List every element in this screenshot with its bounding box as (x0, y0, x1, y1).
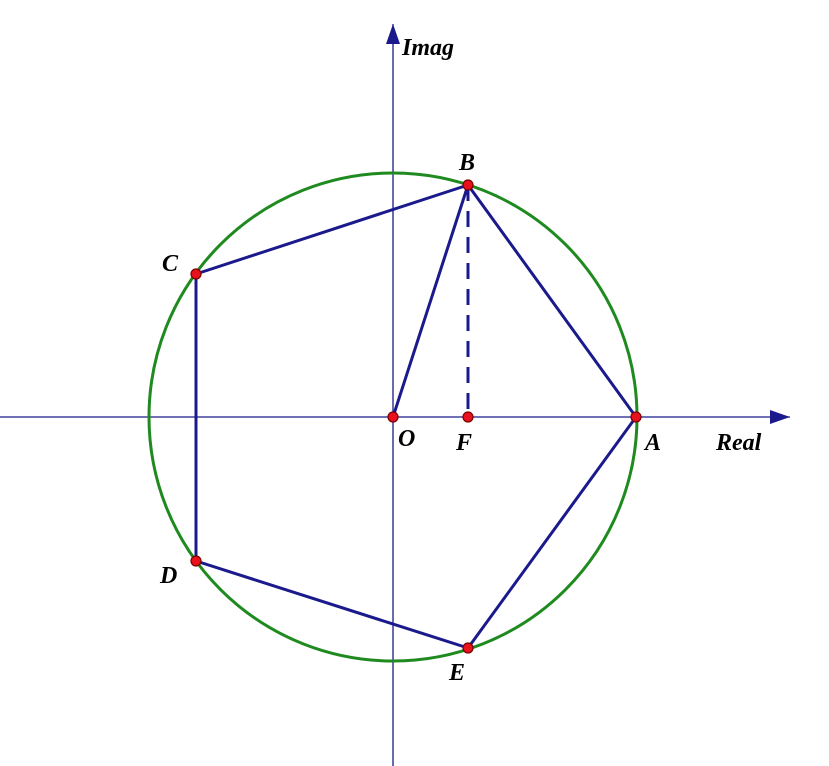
label-a: A (645, 430, 662, 456)
imag-axis-label: Imag (402, 35, 455, 61)
real-axis-arrow (770, 410, 790, 424)
label-e: E (449, 660, 466, 686)
label-c: C (162, 251, 179, 277)
point-d (191, 556, 201, 566)
segment-ob (393, 185, 468, 417)
real-axis-label: Real (716, 430, 762, 456)
point-c (191, 269, 201, 279)
label-f: F (456, 430, 473, 456)
label-b: B (459, 150, 476, 176)
imag-axis-arrow (386, 24, 400, 44)
point-f (463, 412, 473, 422)
point-o (388, 412, 398, 422)
label-o: O (398, 426, 416, 452)
label-d: D (160, 563, 178, 589)
point-e (463, 643, 473, 653)
point-a (631, 412, 641, 422)
point-b (463, 180, 473, 190)
